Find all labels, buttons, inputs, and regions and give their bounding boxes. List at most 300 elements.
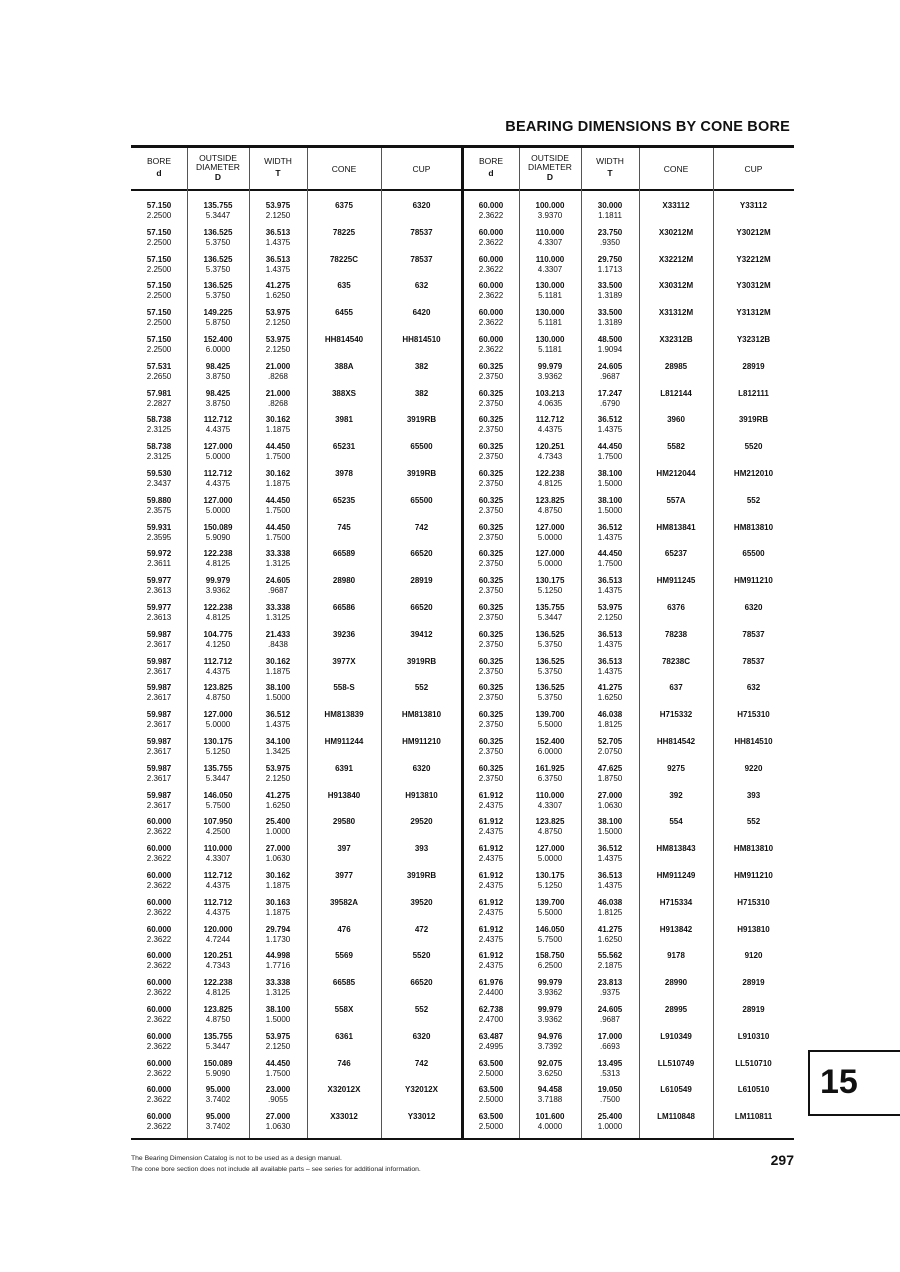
bore-mm-value: 57.150 bbox=[146, 334, 172, 344]
table-row bbox=[131, 791, 462, 818]
cell-cone bbox=[307, 442, 381, 452]
cell-cup bbox=[713, 549, 794, 559]
cell-cone bbox=[639, 951, 713, 961]
cell-od bbox=[519, 496, 581, 516]
cell-width bbox=[249, 469, 307, 489]
cell-cone bbox=[639, 1059, 713, 1069]
cone-part-number: L812144 bbox=[660, 388, 692, 398]
bore-inch-value: 2.2650 bbox=[146, 371, 172, 381]
cell-width bbox=[581, 844, 639, 864]
od-mm-value: 112.712 bbox=[203, 897, 233, 907]
od-inch-value: 3.9362 bbox=[537, 371, 563, 381]
cell-bore bbox=[463, 335, 519, 355]
cell-width bbox=[581, 415, 639, 435]
cup-part-number: 3919RB bbox=[406, 415, 437, 425]
cone-part-number: X30212M bbox=[658, 227, 694, 237]
od-inch-value: 5.3447 bbox=[205, 211, 231, 220]
bore-mm-value: 59.987 bbox=[146, 629, 172, 639]
cell-bore bbox=[131, 335, 187, 355]
width-mm-value: 53.975 bbox=[265, 1031, 291, 1041]
width-inch-value: 1.0000 bbox=[597, 1122, 623, 1132]
table-row bbox=[463, 415, 794, 442]
cell-bore bbox=[463, 308, 519, 328]
od-mm-value: 94.976 bbox=[537, 1031, 563, 1041]
cup-part-number: 6320 bbox=[412, 201, 431, 210]
cup-part-number: 39520 bbox=[410, 897, 433, 907]
width-inch-value: 1.4375 bbox=[597, 880, 623, 890]
cell-cone bbox=[307, 335, 381, 345]
cell-cone bbox=[639, 308, 713, 318]
cell-width bbox=[581, 469, 639, 489]
width-inch-value: 2.1250 bbox=[265, 344, 291, 354]
bore-inch-value: 2.3622 bbox=[478, 237, 504, 247]
cell-od bbox=[187, 201, 249, 221]
bore-mm-value: 61.976 bbox=[478, 978, 504, 988]
od-mm-value: 136.525 bbox=[203, 254, 233, 264]
cell-od bbox=[187, 951, 249, 971]
bore-mm-value: 57.531 bbox=[146, 361, 172, 371]
cell-bore bbox=[463, 630, 519, 650]
width-mm-value: 27.000 bbox=[597, 790, 623, 800]
cell-bore bbox=[131, 281, 187, 301]
cell-cone bbox=[639, 737, 713, 747]
width-inch-value: 1.7500 bbox=[597, 559, 623, 569]
cell-width bbox=[581, 630, 639, 650]
width-inch-value: 1.0630 bbox=[265, 854, 291, 864]
cell-bore bbox=[463, 871, 519, 891]
cell-width bbox=[249, 710, 307, 730]
bore-mm-value: 57.150 bbox=[146, 308, 172, 318]
width-mm-value: 53.975 bbox=[265, 308, 291, 318]
cell-cup bbox=[713, 1112, 794, 1122]
cell-bore bbox=[463, 255, 519, 275]
header-bore-label: BORE bbox=[146, 156, 172, 166]
cell-od bbox=[519, 469, 581, 489]
cell-width bbox=[249, 228, 307, 248]
od-mm-value: 136.525 bbox=[203, 281, 233, 291]
table-row bbox=[131, 1005, 462, 1032]
cell-od bbox=[519, 791, 581, 811]
table-row bbox=[463, 791, 794, 818]
cup-part-number: 65500 bbox=[742, 549, 765, 559]
table-row bbox=[463, 281, 794, 308]
cup-part-number: Y32312B bbox=[736, 334, 771, 344]
bore-inch-value: 2.3750 bbox=[478, 693, 504, 703]
width-inch-value: 2.1250 bbox=[265, 318, 291, 328]
cup-part-number: H913810 bbox=[737, 924, 770, 934]
od-inch-value: 5.7500 bbox=[537, 934, 563, 944]
cell-cup bbox=[381, 389, 462, 399]
cell-cup bbox=[713, 898, 794, 908]
cell-width bbox=[581, 791, 639, 811]
od-inch-value: 5.9090 bbox=[205, 532, 231, 542]
bore-inch-value: 2.4700 bbox=[478, 1014, 504, 1024]
bore-inch-value: 2.2827 bbox=[146, 398, 172, 408]
table-row bbox=[463, 657, 794, 684]
cell-cup bbox=[713, 228, 794, 238]
cup-part-number: 66520 bbox=[410, 549, 433, 559]
od-mm-value: 122.238 bbox=[203, 549, 233, 559]
cell-bore bbox=[463, 523, 519, 543]
bore-mm-value: 61.912 bbox=[478, 844, 504, 854]
width-inch-value: 1.4375 bbox=[597, 532, 623, 542]
cell-cone bbox=[639, 362, 713, 372]
cup-part-number: 6320 bbox=[412, 763, 431, 773]
header-cup-label: CUP bbox=[744, 164, 763, 174]
cell-cup bbox=[381, 683, 462, 693]
width-inch-value: .5313 bbox=[599, 1068, 621, 1078]
cell-bore bbox=[131, 523, 187, 543]
cup-part-number: Y33012 bbox=[407, 1112, 436, 1122]
cone-part-number: HM212044 bbox=[656, 468, 696, 478]
cup-part-number: 78537 bbox=[742, 656, 765, 666]
od-mm-value: 120.251 bbox=[535, 442, 565, 452]
cell-width bbox=[581, 442, 639, 462]
bore-mm-value: 59.987 bbox=[146, 656, 172, 666]
header-bore bbox=[131, 148, 187, 189]
od-inch-value: 4.4375 bbox=[205, 425, 231, 435]
width-mm-value: 53.975 bbox=[265, 763, 291, 773]
cup-part-number: H913810 bbox=[405, 790, 438, 800]
width-inch-value: 1.1730 bbox=[265, 934, 291, 944]
cup-part-number: HH814510 bbox=[734, 736, 773, 746]
cell-cup bbox=[381, 791, 462, 801]
bore-inch-value: 2.3622 bbox=[146, 1014, 172, 1024]
width-mm-value: 55.562 bbox=[597, 951, 623, 961]
cell-cone bbox=[639, 710, 713, 720]
table-rows bbox=[131, 201, 462, 1139]
cell-od bbox=[519, 228, 581, 248]
cell-cone bbox=[307, 415, 381, 425]
cell-cup bbox=[713, 576, 794, 586]
width-mm-value: 21.000 bbox=[265, 388, 291, 398]
bore-mm-value: 60.325 bbox=[478, 683, 504, 693]
cell-cone bbox=[639, 576, 713, 586]
table-row bbox=[131, 710, 462, 737]
cell-od bbox=[519, 389, 581, 409]
cell-width bbox=[249, 1059, 307, 1079]
header-width bbox=[249, 148, 307, 189]
width-inch-value: 1.4375 bbox=[597, 586, 623, 596]
width-inch-value: 1.6250 bbox=[265, 800, 291, 810]
cell-width bbox=[581, 603, 639, 623]
table-row bbox=[463, 951, 794, 978]
cell-width bbox=[581, 228, 639, 248]
od-inch-value: 5.3750 bbox=[205, 291, 231, 301]
cell-bore bbox=[463, 415, 519, 435]
width-inch-value: 1.4375 bbox=[597, 666, 623, 676]
table-row bbox=[463, 523, 794, 550]
cell-od bbox=[187, 1032, 249, 1052]
bore-mm-value: 60.000 bbox=[146, 978, 172, 988]
cup-part-number: 742 bbox=[414, 522, 429, 532]
cell-bore bbox=[131, 871, 187, 891]
width-inch-value: 1.1875 bbox=[265, 425, 291, 435]
width-mm-value: 33.338 bbox=[265, 602, 291, 612]
width-mm-value: 17.247 bbox=[597, 388, 623, 398]
cell-bore bbox=[463, 978, 519, 998]
od-mm-value: 136.525 bbox=[535, 683, 565, 693]
cup-part-number: 78537 bbox=[410, 254, 433, 264]
header-bore-label: BORE bbox=[478, 156, 504, 166]
cone-part-number: H913842 bbox=[659, 924, 693, 934]
cup-part-number: 6420 bbox=[412, 308, 431, 318]
cell-width bbox=[249, 817, 307, 837]
od-inch-value: 3.8750 bbox=[205, 398, 231, 408]
bore-mm-value: 60.000 bbox=[146, 1031, 172, 1041]
od-mm-value: 158.750 bbox=[535, 951, 565, 961]
bore-mm-value: 60.325 bbox=[478, 442, 504, 452]
cell-width bbox=[249, 389, 307, 409]
od-inch-value: 4.2500 bbox=[205, 827, 231, 837]
cup-part-number: HM911210 bbox=[734, 576, 773, 586]
od-inch-value: 4.8750 bbox=[205, 1014, 231, 1024]
od-mm-value: 122.238 bbox=[535, 468, 565, 478]
cone-part-number: L610549 bbox=[660, 1085, 692, 1095]
width-inch-value: 1.1875 bbox=[265, 666, 291, 676]
table-row bbox=[463, 576, 794, 603]
cone-part-number: 746 bbox=[337, 1058, 351, 1068]
cell-od bbox=[187, 442, 249, 462]
cell-od bbox=[187, 1112, 249, 1132]
cell-cup bbox=[381, 871, 462, 881]
width-inch-value: 1.7500 bbox=[265, 532, 291, 542]
table-row bbox=[463, 549, 794, 576]
cup-part-number: 393 bbox=[414, 844, 429, 854]
bore-mm-value: 61.912 bbox=[478, 870, 504, 880]
header-width-symbol: T bbox=[275, 168, 281, 178]
cell-cup bbox=[713, 737, 794, 747]
cone-part-number: 6361 bbox=[335, 1031, 353, 1041]
cell-bore bbox=[463, 442, 519, 462]
table-row bbox=[463, 817, 794, 844]
cell-cone bbox=[639, 791, 713, 801]
bore-inch-value: 2.3622 bbox=[146, 1095, 172, 1105]
bore-inch-value: 2.3595 bbox=[146, 532, 172, 542]
cone-part-number: 3978 bbox=[335, 468, 353, 478]
od-mm-value: 120.000 bbox=[203, 924, 233, 934]
cell-cup bbox=[381, 442, 462, 452]
bore-inch-value: 2.4400 bbox=[478, 988, 504, 998]
table-row bbox=[463, 764, 794, 791]
cell-od bbox=[187, 817, 249, 837]
cone-part-number: 28985 bbox=[664, 361, 688, 371]
width-inch-value: 1.9094 bbox=[597, 344, 623, 354]
bore-mm-value: 60.000 bbox=[146, 924, 172, 934]
cell-width bbox=[249, 657, 307, 677]
cell-od bbox=[519, 978, 581, 998]
cell-cone bbox=[639, 1005, 713, 1015]
width-mm-value: 25.400 bbox=[597, 1112, 623, 1122]
cup-part-number: 632 bbox=[414, 281, 429, 291]
cell-od bbox=[519, 925, 581, 945]
cell-width bbox=[249, 255, 307, 275]
cup-part-number: L812111 bbox=[738, 388, 769, 398]
cell-od bbox=[187, 764, 249, 784]
cell-width bbox=[581, 201, 639, 221]
bore-mm-value: 60.325 bbox=[478, 736, 504, 746]
cell-od bbox=[187, 1005, 249, 1025]
width-inch-value: 1.0000 bbox=[265, 827, 291, 837]
od-mm-value: 150.089 bbox=[203, 1058, 233, 1068]
cell-od bbox=[519, 442, 581, 462]
od-inch-value: 5.1181 bbox=[538, 318, 562, 328]
cell-width bbox=[249, 201, 307, 221]
width-mm-value: 44.450 bbox=[597, 549, 623, 559]
cell-cone bbox=[639, 201, 713, 211]
cell-width bbox=[249, 576, 307, 596]
bore-inch-value: 2.3575 bbox=[146, 505, 172, 515]
table-row bbox=[131, 603, 462, 630]
width-mm-value: 30.000 bbox=[597, 201, 623, 210]
width-mm-value: 41.275 bbox=[265, 281, 291, 291]
cone-part-number: 388XS bbox=[331, 388, 357, 398]
cell-width bbox=[581, 764, 639, 784]
width-mm-value: 21.000 bbox=[265, 361, 291, 371]
od-mm-value: 127.000 bbox=[203, 442, 233, 452]
od-mm-value: 127.000 bbox=[535, 844, 565, 854]
bore-mm-value: 60.325 bbox=[478, 576, 504, 586]
table-row bbox=[463, 1085, 794, 1112]
cell-bore bbox=[131, 898, 187, 918]
cell-cup bbox=[713, 978, 794, 988]
cup-part-number: 9220 bbox=[744, 763, 763, 773]
bore-mm-value: 61.912 bbox=[478, 817, 504, 827]
bore-mm-value: 60.325 bbox=[478, 495, 504, 505]
bore-inch-value: 2.3617 bbox=[146, 666, 172, 676]
cup-part-number: 382 bbox=[414, 361, 429, 371]
bore-inch-value: 2.3622 bbox=[146, 1041, 172, 1051]
cup-part-number: HM911210 bbox=[402, 736, 441, 746]
bore-mm-value: 57.150 bbox=[146, 281, 172, 291]
bore-inch-value: 2.3622 bbox=[478, 211, 504, 220]
cell-cone bbox=[639, 228, 713, 238]
cup-part-number: HM813810 bbox=[401, 710, 442, 720]
bore-inch-value: 2.3750 bbox=[478, 773, 504, 783]
cell-od bbox=[187, 415, 249, 435]
cell-cup bbox=[713, 871, 794, 881]
od-mm-value: 92.075 bbox=[537, 1058, 563, 1068]
cell-cone bbox=[307, 228, 381, 238]
bore-inch-value: 2.3613 bbox=[146, 586, 172, 596]
od-inch-value: 5.0000 bbox=[205, 720, 231, 730]
section-tab-number: 15 bbox=[820, 1063, 858, 1101]
table-rows bbox=[463, 201, 794, 1139]
bore-inch-value: 2.2500 bbox=[146, 344, 172, 354]
cell-cup bbox=[381, 1059, 462, 1069]
bore-inch-value: 2.4375 bbox=[478, 854, 504, 864]
cell-width bbox=[581, 1032, 639, 1052]
cell-cup bbox=[713, 603, 794, 613]
table-row bbox=[463, 335, 794, 362]
cell-od bbox=[187, 898, 249, 918]
table-row bbox=[131, 844, 462, 871]
width-inch-value: 1.1875 bbox=[265, 478, 291, 488]
cone-part-number: 392 bbox=[669, 790, 683, 800]
width-mm-value: 30.162 bbox=[265, 415, 291, 425]
cone-part-number: X32312B bbox=[659, 334, 693, 344]
width-mm-value: 53.975 bbox=[265, 334, 291, 344]
cone-part-number: 65237 bbox=[664, 549, 688, 559]
width-inch-value: 1.4375 bbox=[597, 639, 623, 649]
table-row bbox=[131, 683, 462, 710]
width-inch-value: 1.4375 bbox=[597, 854, 623, 864]
width-inch-value: 1.3189 bbox=[597, 318, 623, 328]
od-inch-value: 5.3750 bbox=[537, 666, 563, 676]
od-mm-value: 136.525 bbox=[535, 629, 565, 639]
bore-mm-value: 61.912 bbox=[478, 951, 504, 961]
cup-part-number: HM813810 bbox=[733, 522, 774, 532]
od-inch-value: 4.8125 bbox=[205, 612, 231, 622]
cell-cup bbox=[713, 308, 794, 318]
cell-cup bbox=[381, 415, 462, 425]
cell-bore bbox=[131, 549, 187, 569]
cell-cone bbox=[307, 844, 381, 854]
table-row bbox=[131, 898, 462, 925]
cell-cup bbox=[381, 844, 462, 854]
cone-part-number: L910349 bbox=[660, 1031, 692, 1041]
table-row bbox=[463, 362, 794, 389]
cell-width bbox=[581, 255, 639, 275]
cell-cup bbox=[713, 442, 794, 452]
width-mm-value: 36.513 bbox=[597, 656, 623, 666]
cone-part-number: H715334 bbox=[659, 897, 693, 907]
cell-cup bbox=[713, 389, 794, 399]
cell-bore bbox=[131, 791, 187, 811]
bore-mm-value: 59.987 bbox=[146, 710, 172, 720]
cup-part-number: 28919 bbox=[742, 1004, 765, 1014]
width-inch-value: 1.7500 bbox=[265, 505, 291, 515]
bore-mm-value: 57.981 bbox=[146, 388, 172, 398]
cone-part-number: HM911244 bbox=[324, 736, 364, 746]
cup-part-number: Y30312M bbox=[736, 281, 771, 291]
cell-cone bbox=[307, 817, 381, 827]
od-mm-value: 112.712 bbox=[535, 415, 565, 425]
od-inch-value: 5.0000 bbox=[205, 452, 231, 462]
cell-width bbox=[581, 710, 639, 730]
cell-od bbox=[519, 737, 581, 757]
cell-width bbox=[581, 308, 639, 328]
bore-mm-value: 60.000 bbox=[146, 1058, 172, 1068]
od-inch-value: 3.6250 bbox=[537, 1068, 563, 1078]
od-inch-value: 5.3750 bbox=[537, 639, 563, 649]
cone-part-number: 558-S bbox=[333, 683, 355, 693]
table-row bbox=[463, 898, 794, 925]
cell-od bbox=[519, 415, 581, 435]
bore-inch-value: 2.3622 bbox=[146, 907, 172, 917]
od-mm-value: 98.425 bbox=[205, 388, 231, 398]
cell-width bbox=[249, 523, 307, 543]
cell-cone bbox=[639, 683, 713, 693]
width-inch-value: 1.8125 bbox=[597, 720, 623, 730]
cone-part-number: HM813841 bbox=[656, 522, 696, 532]
cell-od bbox=[519, 335, 581, 355]
od-mm-value: 100.000 bbox=[535, 201, 565, 210]
od-inch-value: 4.4375 bbox=[205, 907, 231, 917]
bore-inch-value: 2.3437 bbox=[146, 478, 172, 488]
cone-part-number: 39236 bbox=[332, 629, 356, 639]
od-inch-value: 4.8125 bbox=[205, 559, 231, 569]
cell-od bbox=[187, 925, 249, 945]
width-mm-value: 13.495 bbox=[597, 1058, 623, 1068]
cell-cup bbox=[381, 1005, 462, 1015]
cell-cup bbox=[381, 281, 462, 291]
cell-od bbox=[187, 389, 249, 409]
bore-inch-value: 2.3622 bbox=[478, 318, 504, 328]
cell-cup bbox=[713, 844, 794, 854]
cell-cup bbox=[381, 898, 462, 908]
bore-inch-value: 2.3622 bbox=[146, 827, 172, 837]
